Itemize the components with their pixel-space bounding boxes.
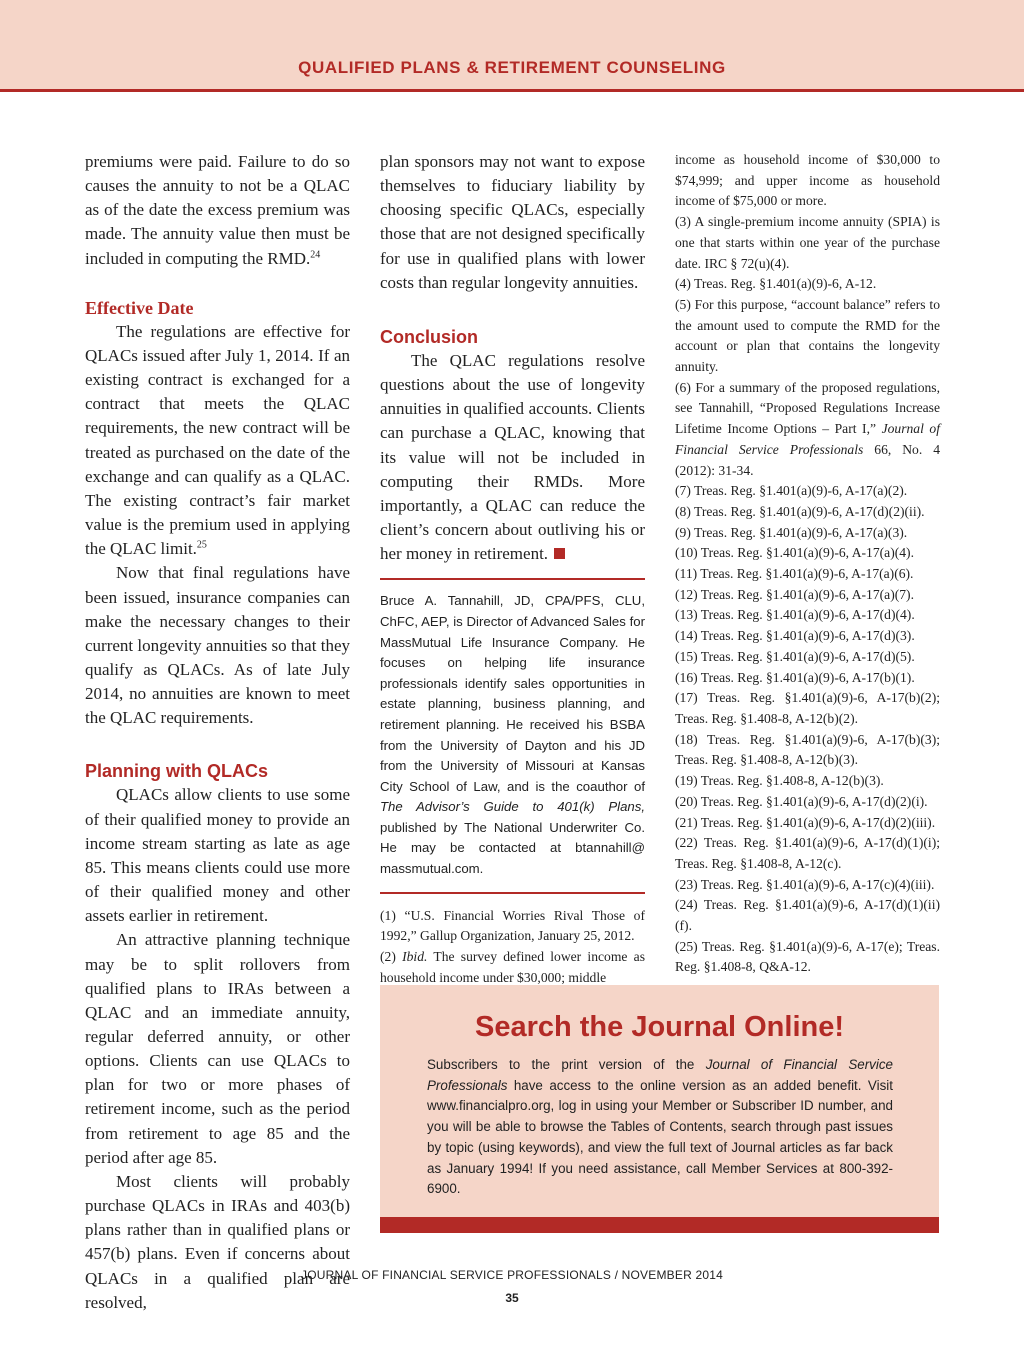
endnotes-continued: [675, 150, 940, 978]
endnote-23: (23) Treas. Reg. §1.401(a)(9)-6, A-17(c)(4)(iii).: [675, 876, 935, 892]
paragraph-continued: premiums were paid. Failure to do so causes the annuity to not be a QLAC as of the date the excess premium was made. The annuity value then must be included in computing the RMD.$^{24}$: [85, 152, 350, 268]
heading-planning: Planning with QLACs: [85, 761, 268, 782]
endnote-17: (17) Treas. Reg. §1.401(a)(9)-6, A-17(b)(2); Treas. Reg. §1.408-8, A-12(b)(2).: [675, 690, 940, 726]
endnote-7: (7) Treas. Reg. §1.401(a)(9)-6, A-17(a)(2).: [675, 483, 908, 499]
heading-conclusion: Conclusion: [380, 326, 478, 347]
author-bio: Bruce A. Tannahill, JD, CPA/PFS, CLU, ChFC, AEP, is Director of Advanced Sales for MassMutual Life Insurance Company. He focuses on helping life insurance professionals identify sales opportunities in estate planning, business planning, and retirement planning. He received his BSBA from the University of Dayton and his JD from the University of Missouri at Kansas City School of Law, and is the coauthor of The Advisor’s Guide to 401(k) Plans, published by The National Underwriter Co. He may be contacted at btannahill@ massmutual.com.: [380, 593, 645, 877]
endnote-9: (9) Treas. Reg. §1.401(a)(9)-6, A-17(a)(3).: [675, 524, 908, 540]
endnote-1: (1) “U.S. Financial Worries Rival Those of 1992,” Gallup Organization, January 25, 2012.: [380, 907, 645, 944]
endnote-24: (24) Treas. Reg. §1.401(a)(9)-6, A-17(d)(1)(ii)(f).: [675, 897, 940, 934]
paragraph-planning-1: QLACs allow clients to use some of their qualified money to provide an income stream starting as late as age 85. This means clients could use more of their qualified money and other assets earlier in retirement.: [85, 785, 350, 926]
endnote-20: (20) Treas. Reg. §1.401(a)(9)-6, A-17(d)(2)(i).: [675, 793, 928, 809]
endnote-2: (2) Ibid. The survey defined lower income as household income under $30,000; middle: [380, 949, 646, 985]
header-band: [0, 0, 1024, 92]
search-journal-promo: [380, 985, 939, 1233]
journal-footer: JOURNAL OF FINANCIAL SERVICE PROFESSIONALS / NOVEMBER 2014: [301, 1268, 723, 1282]
endnote-12: (12) Treas. Reg. §1.401(a)(9)-6, A-17(a)(7).: [675, 586, 914, 602]
endnote-22: (22) Treas. Reg. §1.401(a)(9)-6, A-17(d)(1)(i); Treas. Reg. §1.408-8, A-12(c).: [675, 835, 940, 871]
endnote-5: (5) For this purpose, “account balance” refers to the amount used to compute the RMD for the account or plan that contains the longevity annuity.: [675, 296, 940, 375]
endnote-2-continued: income as household income of $30,000 to $74,999; and upper income as household income of $75,000 or more.: [675, 152, 940, 209]
paragraph-planning-3: Most clients will probably purchase QLACs in IRAs and 403(b) plans rather than in qualified plans or 457(b) plans. Even if concerns about QLACs in a qualified plan are resolved,: [85, 1171, 350, 1312]
paragraph-effective-2: Now that final regulations have been issued, insurance companies can make the necessary changes to their current longevity annuities so that they qualify as QLACs. As of late July 2014, no annuities are known to meet the QLAC requirements.: [85, 563, 350, 728]
paragraph-planning-2: An attractive planning technique may be to split rollovers from qualified plans to IRAs between a QLAC and an immediate annuity, regular deferred annuity, or other options. Clients can use QLACs to plan for two or more phases of retirement income, such as the period from retirement to age 85 and the period after age 85.: [85, 930, 350, 1167]
promo-body: Subscribers to the print version of the Journal of Financial Service Professionals have access to the online version as an added benefit. Visit www.financialpro.org, log in using your Member or Subscriber ID number, and you will be able to browse the Tables of Contents, search through past issues by topic (using keywords), and view the full text of Journal articles as far back as January 1994! If you need assistance, call Member Services at 800-392-6900.: [427, 1057, 893, 1197]
footnote-ref: 24: [310, 248, 321, 260]
endnote-6: (6) For a summary of the proposed regulations, see Tannahill, “Proposed Regulations Increase Lifetime Income Options – Part I,” Journal of Financial Service Professionals 66, No. 4 (2012): 31-34.: [675, 379, 941, 478]
footnote-ref: 25: [196, 539, 207, 551]
endnote-8: (8) Treas. Reg. §1.401(a)(9)-6, A-17(d)(2)(ii).: [675, 503, 925, 519]
promo-title: Search the Journal Online!: [474, 1011, 845, 1043]
endnote-19: (19) Treas. Reg. §1.408-8, A-12(b)(3).: [675, 773, 884, 789]
endnote-13: (13) Treas. Reg. §1.401(a)(9)-6, A-17(d)(4).: [675, 607, 915, 623]
book-title: The Advisor’s Guide to 401(k) Plans,: [380, 799, 645, 815]
endnote-21: (21) Treas. Reg. §1.401(a)(9)-6, A-17(d)(2)(iii).: [675, 814, 936, 830]
column-1: [85, 150, 350, 1315]
paragraph-conclusion: The QLAC regulations resolve questions about the use of longevity annuities in qualified accounts. Clients can purchase a QLAC, knowing that its value will not be included in computing their RMDs. More importantly, a QLAC can reduce the client’s concern about outliving his or her money in retirement.: [380, 350, 645, 564]
page-number: 35: [505, 1291, 519, 1305]
section-title: QUALIFIED PLANS & RETIREMENT COUNSELING: [298, 58, 726, 77]
endnote-11: (11) Treas. Reg. §1.401(a)(9)-6, A-17(a)(6).: [675, 566, 914, 582]
endnote-16: (16) Treas. Reg. §1.401(a)(9)-6, A-17(b)(1).: [675, 669, 915, 685]
column-2: [380, 150, 645, 988]
heading-effective-date: Effective Date: [85, 297, 194, 318]
endnote-18: (18) Treas. Reg. §1.401(a)(9)-6, A-17(b)(3); Treas. Reg. §1.408-8, A-12(b)(3).: [675, 731, 940, 768]
end-of-article-mark: [554, 548, 565, 559]
endnotes-start: [380, 906, 645, 989]
endnote-10: (10) Treas. Reg. §1.401(a)(9)-6, A-17(a)(4).: [675, 545, 914, 561]
endnote-15: (15) Treas. Reg. §1.401(a)(9)-6, A-17(d)(5).: [675, 648, 915, 664]
endnote-4: (4) Treas. Reg. §1.401(a)(9)-6, A-12.: [675, 276, 877, 292]
endnote-3: (3) A single-premium income annuity (SPIA) is one that starts within one year of the purchase date. IRC § 72(u)(4).: [675, 214, 940, 271]
endnote-25: (25) Treas. Reg. §1.401(a)(9)-6, A-17(e); Treas. Reg. §1.408-8, Q&A-12.: [675, 938, 940, 975]
paragraph-continued: plan sponsors may not want to expose themselves to fiduciary liability by choosing specific QLACs, especially those that are not designed specifically for use in qualified plans with lower costs than regular longevity annuities.: [380, 152, 645, 292]
endnote-14: (14) Treas. Reg. §1.401(a)(9)-6, A-17(d)(3).: [675, 628, 915, 644]
paragraph-effective-1: The regulations are effective for QLACs issued after July 1, 2014. If an existing contract is exchanged for a contract that meets the QLAC requirements, the new contract will be treated as purchased on the date of the exchange and can qualify as a QLAC. The existing contract’s fair market value is the premium used in applying the QLAC limit.$^{25}$: [85, 321, 350, 559]
